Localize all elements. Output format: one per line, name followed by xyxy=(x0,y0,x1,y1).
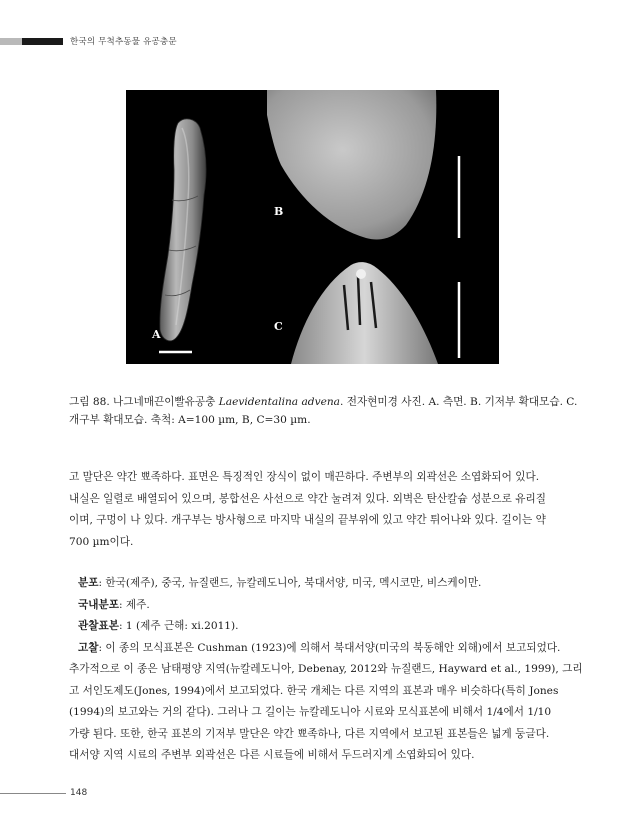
panel-a-specimen xyxy=(159,119,206,352)
caption-line2: 개구부 확대모습. 축척: A=100 µm, B, C=30 µm. xyxy=(69,414,311,426)
remarks-label: 고찰 xyxy=(78,641,99,654)
caption-species: Laevidentalina advena xyxy=(218,396,340,408)
remarks-line: : 이 종의 모식표본은 Cushman (1923)에 의해서 북대서양(미국의 북동해안 외해)에서 보고되었다. xyxy=(98,641,561,654)
distribution-entry xyxy=(69,573,569,595)
sem-figure xyxy=(126,90,499,364)
description-line: 고 말단은 약간 뾰족하다. 표면은 특징적인 장식이 없이 매끈하다. 주변부의 외곽선은 소엽화되어 있다. xyxy=(69,471,540,483)
remarks-line: 고 서인도제도(Jones, 1994)에서 보고되었다. 한국 개체는 다른 지역의 표본과 매우 비슷하다(특히 Jones xyxy=(69,684,559,697)
distribution-label: 분포 xyxy=(78,577,99,589)
description-line: 700 µm이다. xyxy=(69,535,134,548)
header-bar-grey xyxy=(0,38,22,45)
description-line: 이며, 구멍이 나 있다. 개구부는 방사형으로 마지막 내실의 끝부위에 있고 약간 튀어나와 있다. 길이는 약 xyxy=(69,514,546,526)
specimen-text: : 1 (제주 근해: xi.2011). xyxy=(118,620,239,632)
panel-label-a: A xyxy=(152,328,161,341)
panel-c-aperture xyxy=(266,250,499,364)
panel-label-b: B xyxy=(274,205,284,218)
remarks-line: (1994)의 보고와는 거의 같다). 그러나 그 길이는 뉴칼레도니아 시료와 모식표본에 비해서 1/4에서 1/10 xyxy=(69,706,552,718)
page-number: 148 xyxy=(70,788,88,798)
footer-rule xyxy=(0,793,66,794)
domestic-entry xyxy=(69,595,569,617)
panel-b-basal-end xyxy=(266,90,499,240)
panel-label-c: C xyxy=(274,320,283,333)
remarks-line: 가량 된다. 또한, 한국 표본의 기저부 말단은 약간 뾰족하나, 다른 지역에서 보고된 표본들은 넓게 둥글다. xyxy=(69,727,550,740)
caption-line1-rest: . 전자현미경 사진. A. 측면. B. 기저부 확대모습. C. xyxy=(339,396,578,408)
description-line: 내실은 일렬로 배열되어 있으며, 봉합선은 사선으로 약간 눌려져 있다. 외벽은 탄산칼슘 성분으로 유리질 xyxy=(69,492,546,505)
specimen-label: 관찰표본 xyxy=(78,620,119,632)
distribution-text: : 한국(제주), 중국, 뉴질랜드, 뉴칼레도니아, 북대서양, 미국, 멕시코만, 비스케이만. xyxy=(98,577,482,589)
specimen-entry xyxy=(69,616,569,638)
records-section xyxy=(69,573,583,767)
caption-prefix: 그림 88. 나그네매끈이빨유공충 xyxy=(69,396,219,408)
figure-caption xyxy=(69,393,578,429)
remarks-entry xyxy=(69,638,569,660)
domestic-label: 국내분포 xyxy=(78,598,119,611)
sem-micrographs xyxy=(126,90,499,364)
running-title: 한국의 무척추동물 유공충문 xyxy=(70,37,177,47)
remarks-line: 추가적으로 이 종은 남태평양 지역(뉴칼레도니아, Debenay, 2012와 뉴질랜드, Hayward et al., 1999), 그리 xyxy=(69,663,583,675)
remarks-line: 대서양 지역 시료의 주변부 외곽선은 다른 시료들에 비해서 두드러지게 소엽화되어 있다. xyxy=(69,749,475,761)
description-paragraph xyxy=(69,467,569,553)
domestic-text: : 제주. xyxy=(118,598,150,611)
header-bar-black xyxy=(22,38,63,45)
